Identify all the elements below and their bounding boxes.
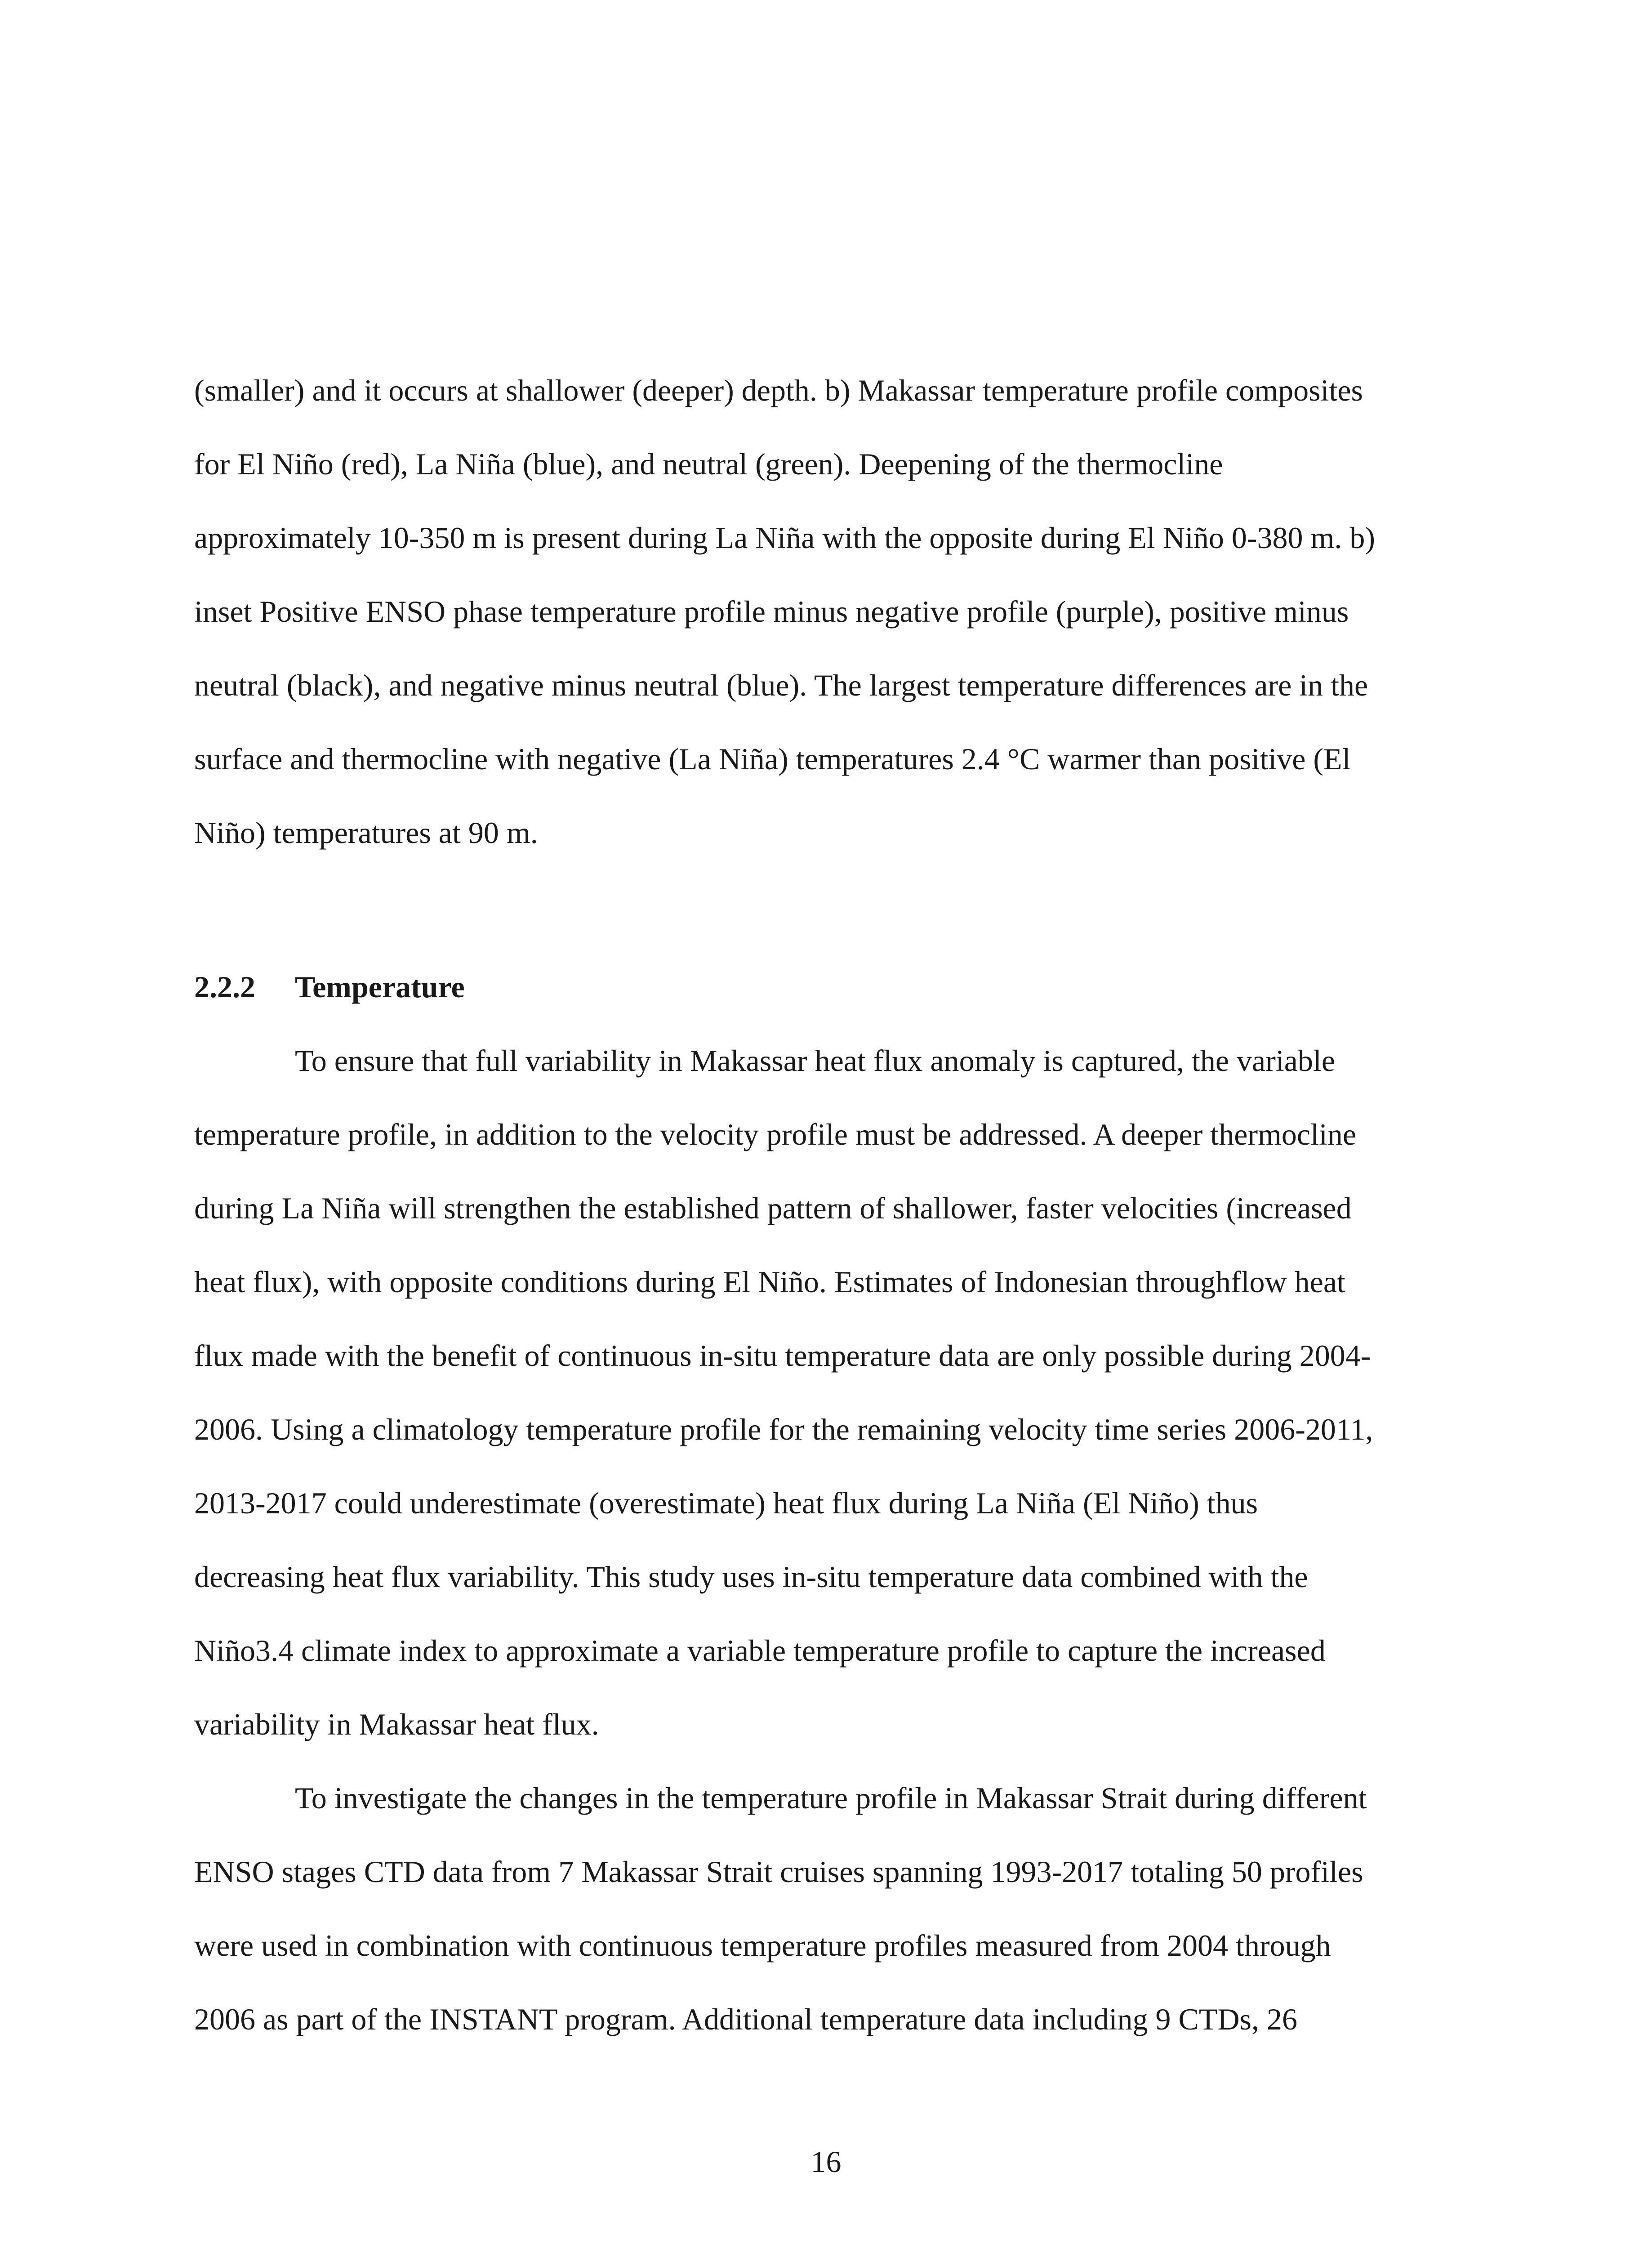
section-title: Temperature <box>295 970 465 1004</box>
paragraph-line: To ensure that full variability in Makassar heat flux anomaly is captured, the variable <box>295 1044 1336 1078</box>
paragraph-line: variability in Makassar heat flux. <box>194 1707 599 1741</box>
caption-line: (smaller) and it occurs at shallower (deeper) depth. b) Makassar temperature profile composites <box>194 373 1363 407</box>
figure-caption-continuation <box>194 353 1460 870</box>
caption-line: inset Positive ENSO phase temperature profile minus negative profile (purple), positive minus <box>194 594 1349 629</box>
section-number: 2.2.2 <box>194 970 255 1004</box>
page-number: 16 <box>810 2145 842 2179</box>
paragraph-line: temperature profile, in addition to the velocity profile must be addressed. A deeper thermocline <box>194 1117 1357 1151</box>
caption-line: surface and thermocline with negative (La Niña) temperatures 2.4 °C warmer than positive (El <box>194 742 1351 776</box>
paragraph-line: were used in combination with continuous temperature profiles measured from 2004 through <box>194 1928 1331 1963</box>
caption-line: approximately 10-350 m is present during La Niña with the opposite during El Niño 0-380 m. b) <box>194 521 1375 555</box>
paragraph-line: To investigate the changes in the temperature profile in Makassar Strait during different <box>295 1781 1367 1815</box>
paragraph-line: heat flux), with opposite conditions during El Niño. Estimates of Indonesian throughflow heat <box>194 1265 1345 1299</box>
paragraph-line: Niño3.4 climate index to approximate a variable temperature profile to capture the increased <box>194 1633 1326 1668</box>
paragraph-line: ENSO stages CTD data from 7 Makassar Strait cruises spanning 1993-2017 totaling 50 profiles <box>194 1855 1363 1889</box>
paragraph-line: during La Niña will strengthen the established pattern of shallower, faster velocities (increased <box>194 1191 1352 1225</box>
paragraph-line: 2006 as part of the INSTANT program. Additional temperature data including 9 CTDs, 26 <box>194 2002 1298 2036</box>
paragraph-line: decreasing heat flux variability. This study uses in-situ temperature data combined with the <box>194 1560 1308 1594</box>
paragraph-line: 2013-2017 could underestimate (overestimate) heat flux during La Niña (El Niño) thus <box>194 1486 1258 1520</box>
paragraph-line: 2006. Using a climatology temperature profile for the remaining velocity time series 2006-2011, <box>194 1412 1373 1446</box>
caption-line: neutral (black), and negative minus neutral (blue). The largest temperature differences are in the <box>194 668 1368 702</box>
caption-line: for El Niño (red), La Niña (blue), and neutral (green). Deepening of the thermocline <box>194 447 1223 481</box>
paragraph-line: flux made with the benefit of continuous in-situ temperature data are only possible during 2004- <box>194 1338 1371 1373</box>
section-heading <box>194 950 465 1024</box>
caption-line: Niño) temperatures at 90 m. <box>194 816 538 850</box>
section-body <box>194 1024 1460 2056</box>
